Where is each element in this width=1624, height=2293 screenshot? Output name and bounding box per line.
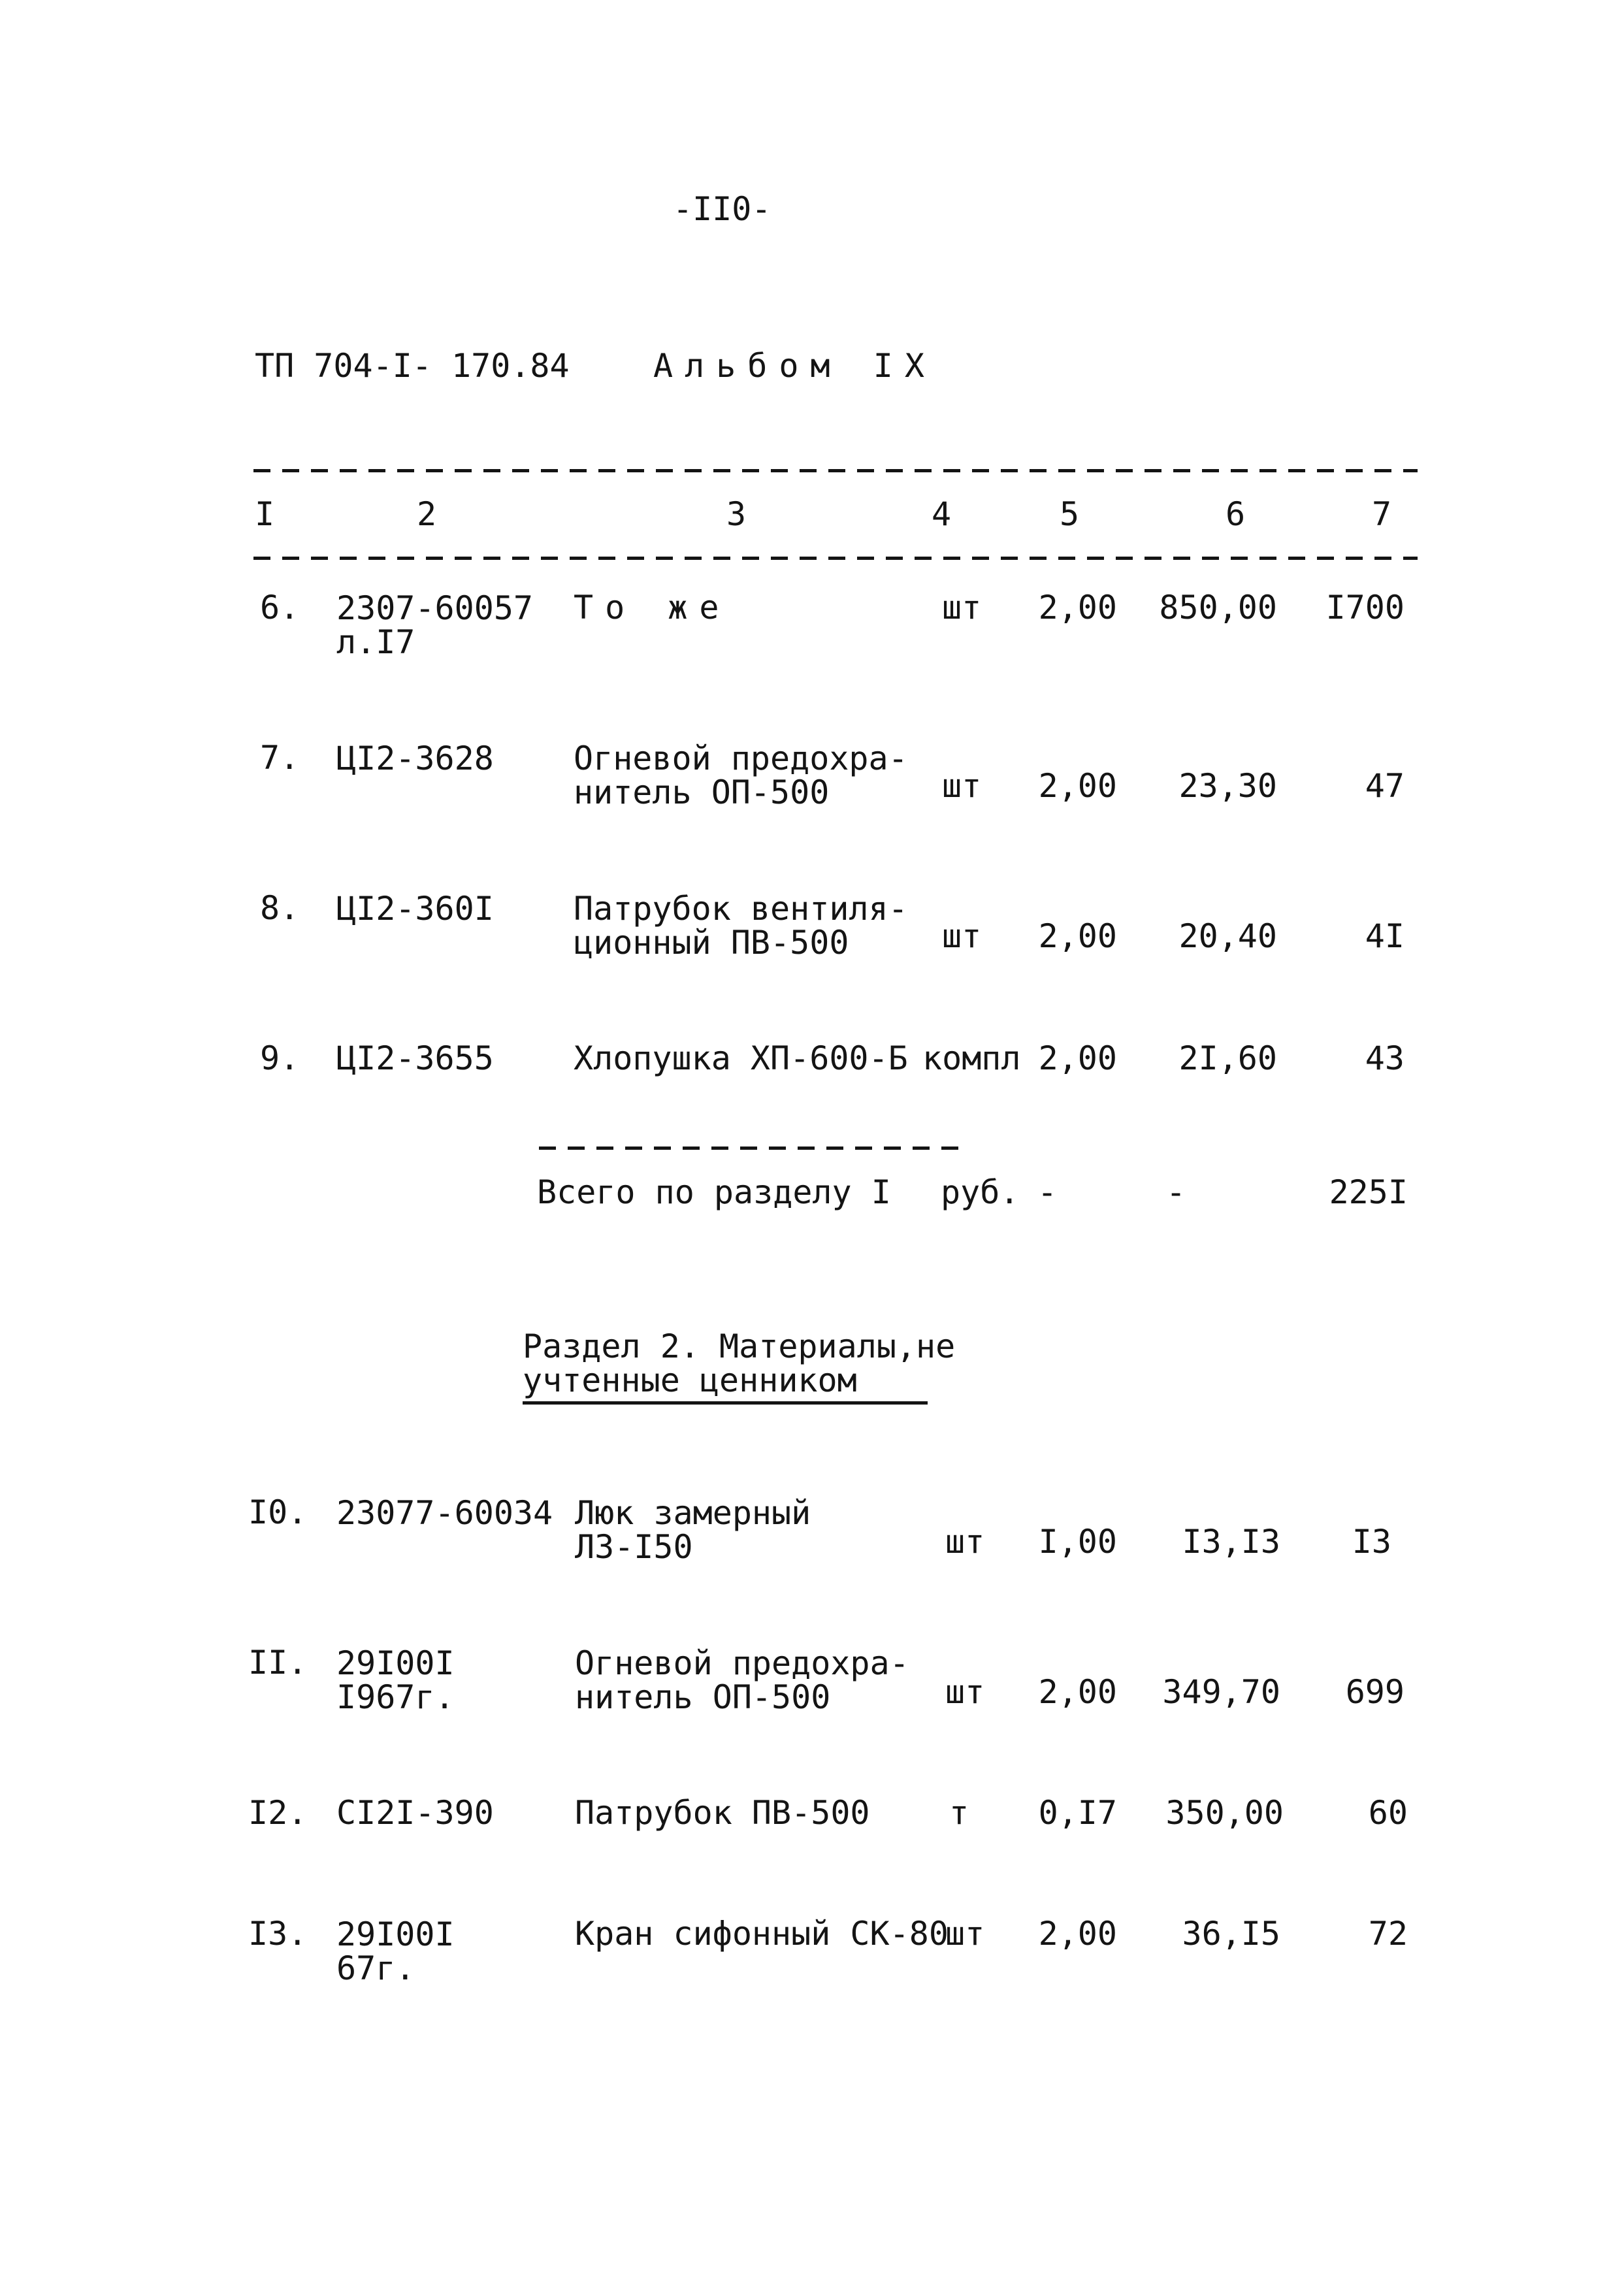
row-total: 72	[1368, 1915, 1408, 1953]
row-unit: шт	[945, 1673, 985, 1711]
row-quantity: 2,00	[1038, 1673, 1117, 1711]
row-unit: компл	[922, 1039, 1021, 1077]
row-unit: шт	[942, 589, 982, 626]
row-name: Кран сифонный СК-80	[575, 1915, 949, 1953]
row-price: 350,00	[1165, 1794, 1284, 1832]
row-number: II.	[248, 1644, 308, 1682]
subtotal-price: -	[1166, 1173, 1186, 1211]
row-price: 2I,60	[1178, 1039, 1277, 1077]
row-quantity: 2,00	[1038, 767, 1117, 805]
subtotal-quantity: -	[1037, 1173, 1058, 1211]
row-quantity: I,00	[1038, 1523, 1117, 1561]
column-header-4: 4	[932, 495, 952, 533]
row-quantity: 2,00	[1038, 1039, 1117, 1077]
subtotal-total: 225I	[1329, 1173, 1408, 1211]
row-name: Патрубок вентиля- ционный ПВ-500	[574, 890, 908, 962]
row-price: 36,I5	[1182, 1915, 1280, 1953]
row-total: I3	[1352, 1523, 1391, 1561]
column-header-7: 7	[1372, 495, 1392, 533]
row-name: Огневой предохра- нитель ОП-500	[574, 740, 908, 811]
subtotal-rule	[539, 1146, 964, 1150]
row-quantity: 2,00	[1038, 917, 1117, 955]
album-label: Альбом IX	[653, 347, 936, 385]
row-total: 60	[1368, 1794, 1408, 1832]
row-number: I0.	[248, 1493, 308, 1531]
row-code: 29I00I I967г.	[336, 1644, 455, 1716]
row-code: ЦI2-3628	[336, 740, 494, 777]
row-code: CI2I-390	[336, 1794, 494, 1832]
row-total: I700	[1325, 589, 1405, 626]
row-name: То же	[574, 589, 731, 626]
row-price: 850,00	[1159, 589, 1277, 626]
row-name: Патрубок ПВ-500	[575, 1794, 870, 1832]
subtotal-unit: руб.	[941, 1173, 1020, 1211]
column-header-5: 5	[1060, 495, 1080, 533]
row-price: 20,40	[1178, 917, 1277, 955]
row-name: Хлопушка ХП-600-Б	[574, 1039, 908, 1077]
header-top-rule	[253, 469, 1418, 472]
row-code: 2307-60057 л.I7	[336, 589, 534, 661]
subtotal-label: Всего по разделу I	[537, 1173, 891, 1211]
row-name: Огневой предохра- нитель ОП-500	[575, 1644, 909, 1716]
row-name: Люк замерный ЛЗ-I50	[575, 1494, 811, 1566]
column-header-1: I	[255, 495, 275, 533]
row-quantity: 0,I7	[1038, 1794, 1117, 1832]
row-number: I2.	[248, 1794, 308, 1832]
row-unit: шт	[942, 767, 982, 805]
row-number: I3.	[248, 1915, 308, 1953]
row-total: 47	[1365, 767, 1405, 805]
row-total: 4I	[1365, 917, 1405, 955]
row-price: 349,70	[1162, 1673, 1280, 1711]
row-unit: шт	[942, 917, 982, 955]
row-unit: шт	[945, 1523, 985, 1561]
section-title-underline	[523, 1401, 928, 1405]
row-number: 9.	[260, 1039, 300, 1077]
page-number: -II0-	[673, 190, 771, 228]
row-code: ЦI2-360I	[336, 890, 494, 928]
column-header-3: 3	[726, 495, 747, 533]
row-price: I3,I3	[1182, 1523, 1280, 1561]
section-title: Раздел 2. Материалы,не учтенные ценником	[523, 1327, 956, 1399]
row-number: 6.	[260, 589, 300, 626]
column-header-2: 2	[417, 495, 437, 533]
row-total: 699	[1345, 1673, 1405, 1711]
row-unit: шт	[945, 1915, 985, 1953]
row-total: 43	[1365, 1039, 1405, 1077]
row-price: 23,30	[1178, 767, 1277, 805]
header-bottom-rule	[253, 557, 1418, 560]
row-number: 8.	[260, 889, 300, 927]
row-number: 7.	[260, 739, 300, 777]
project-code: ТП 704-I- 170.84	[255, 347, 570, 385]
column-header-6: 6	[1226, 495, 1246, 533]
row-code: 29I00I 67г.	[336, 1915, 455, 1987]
row-quantity: 2,00	[1038, 589, 1117, 626]
row-code: ЦI2-3655	[336, 1039, 494, 1077]
row-unit: т	[949, 1794, 969, 1832]
row-code: 23077-60034	[336, 1494, 553, 1532]
row-quantity: 2,00	[1038, 1915, 1117, 1953]
